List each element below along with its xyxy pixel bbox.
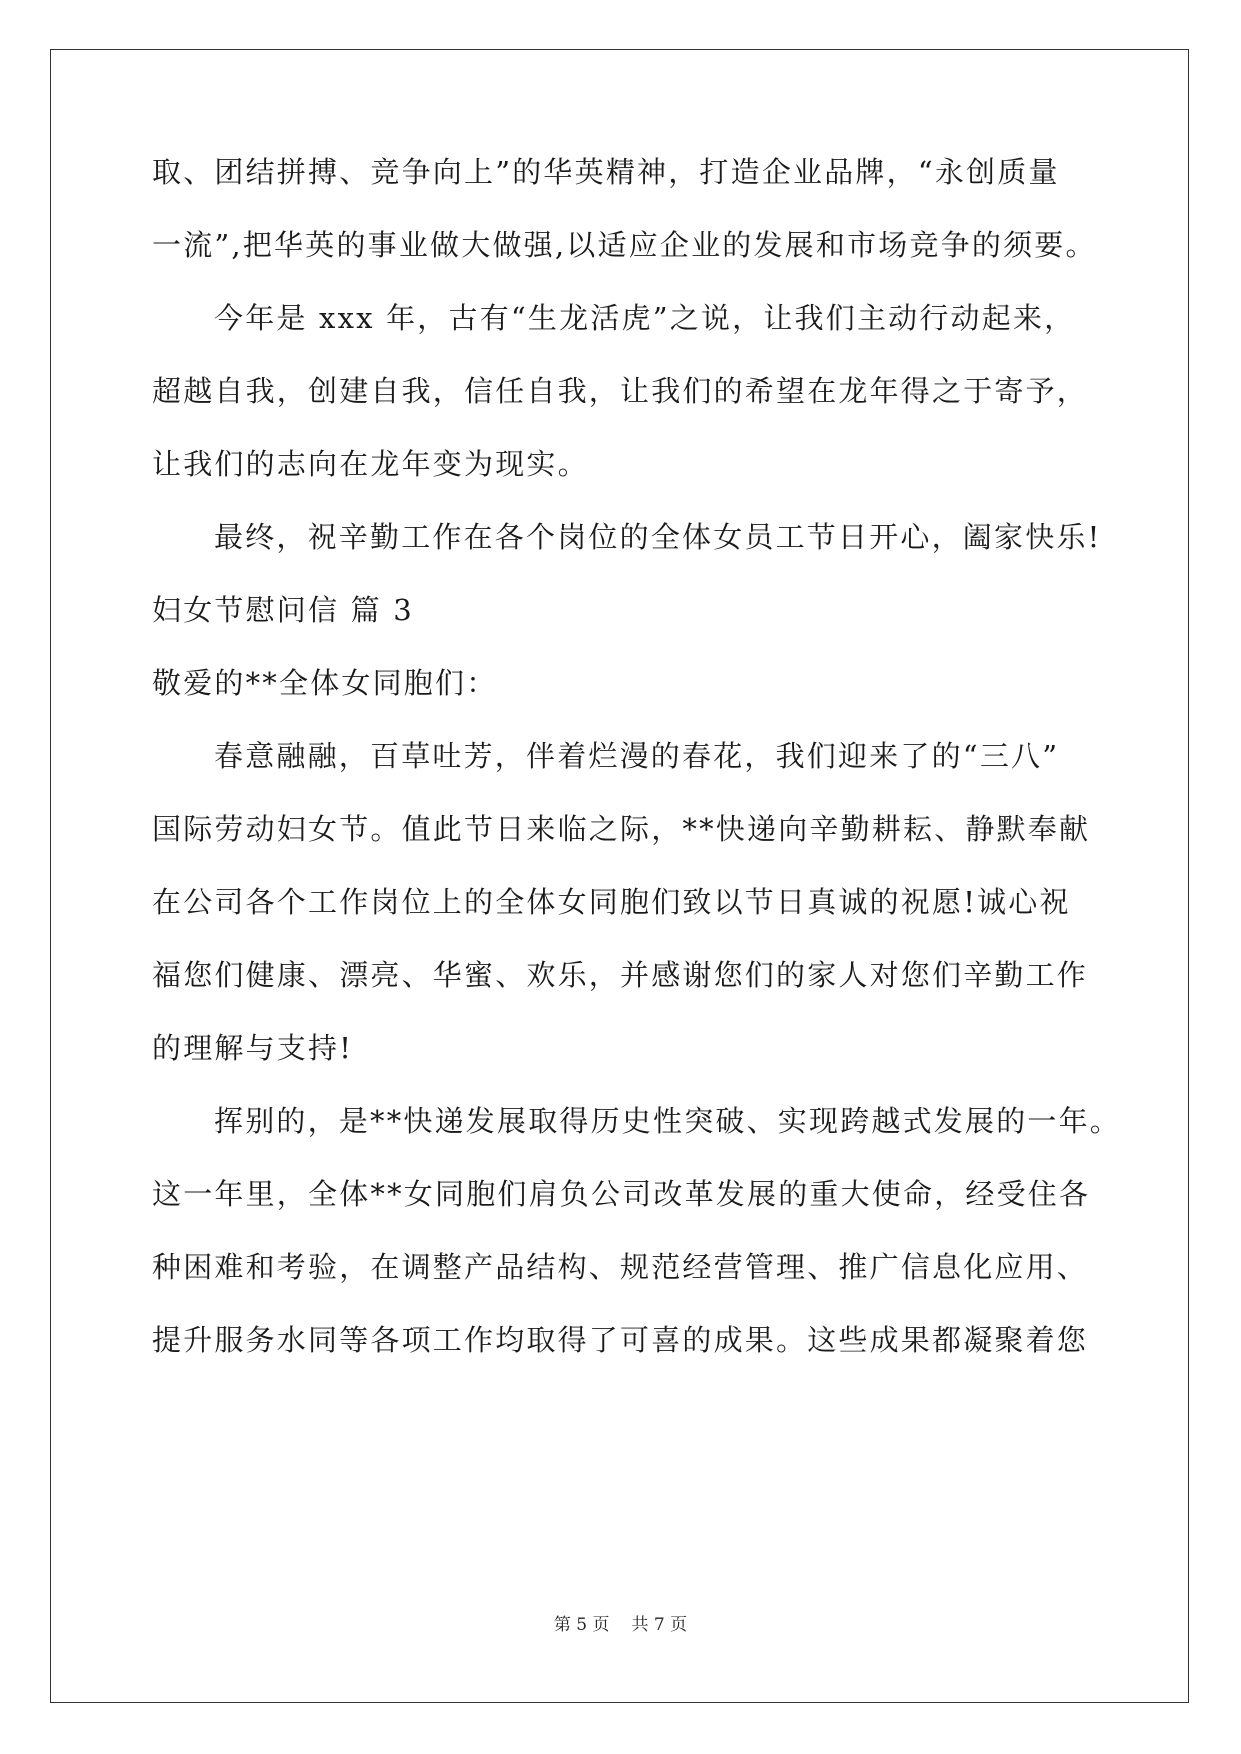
text-line: 种困难和考验，在调整产品结构、规范经营管理、推广信息化应用、 bbox=[152, 1250, 1089, 1284]
text-line: 在公司各个工作岗位上的全体女同胞们致以节日真诚的祝愿!诚心祝 bbox=[152, 885, 1071, 919]
text-line: 福您们健康、漂亮、华蜜、欢乐，并感谢您们的家人对您们辛勤工作 bbox=[152, 958, 1089, 992]
paragraph-start: 今年是 xxx 年，古有“生龙活虎”之说，让我们主动行动起来， bbox=[214, 301, 1076, 335]
page-footer bbox=[0, 1614, 1241, 1636]
section-heading: 妇女节慰问信 篇 3 bbox=[152, 593, 414, 627]
salutation: 敬爱的**全体女同胞们： bbox=[152, 666, 498, 700]
page-total: 共 7 页 bbox=[631, 1615, 688, 1635]
text-line: 这一年里，全体**女同胞们肩负公司改革发展的重大使命，经受住各 bbox=[152, 1177, 1091, 1211]
paragraph-start: 挥别的，是**快递发展取得历史性突破、实现跨越式发展的一年。 bbox=[214, 1104, 1122, 1138]
text-line: 提升服务水同等各项工作均取得了可喜的成果。这些成果都凝聚着您 bbox=[152, 1323, 1089, 1357]
text-line: 取、团结拼搏、竞争向上”的华英精神，打造企业品牌，“永创质量 bbox=[152, 155, 1060, 189]
text-line: 国际劳动妇女节。值此节日来临之际，**快递向辛勤耕耘、静默奉献 bbox=[152, 812, 1091, 846]
paragraph-start: 春意融融，百草吐芳，伴着烂漫的春花，我们迎来了的“三八” bbox=[214, 739, 1060, 773]
text-line: 一流”,把华英的事业做大做强,以适应企业的发展和市场竞争的须要。 bbox=[152, 228, 1097, 262]
text-line: 的理解与支持! bbox=[152, 1031, 354, 1065]
page-number: 第 5 页 bbox=[553, 1615, 610, 1635]
text-line: 让我们的志向在龙年变为现实。 bbox=[152, 447, 589, 481]
paragraph-start: 最终，祝辛勤工作在各个岗位的全体女员工节日开心，阖家快乐! bbox=[214, 520, 1102, 554]
text-line: 超越自我，创建自我，信任自我，让我们的希望在龙年得之于寄予， bbox=[152, 374, 1089, 408]
